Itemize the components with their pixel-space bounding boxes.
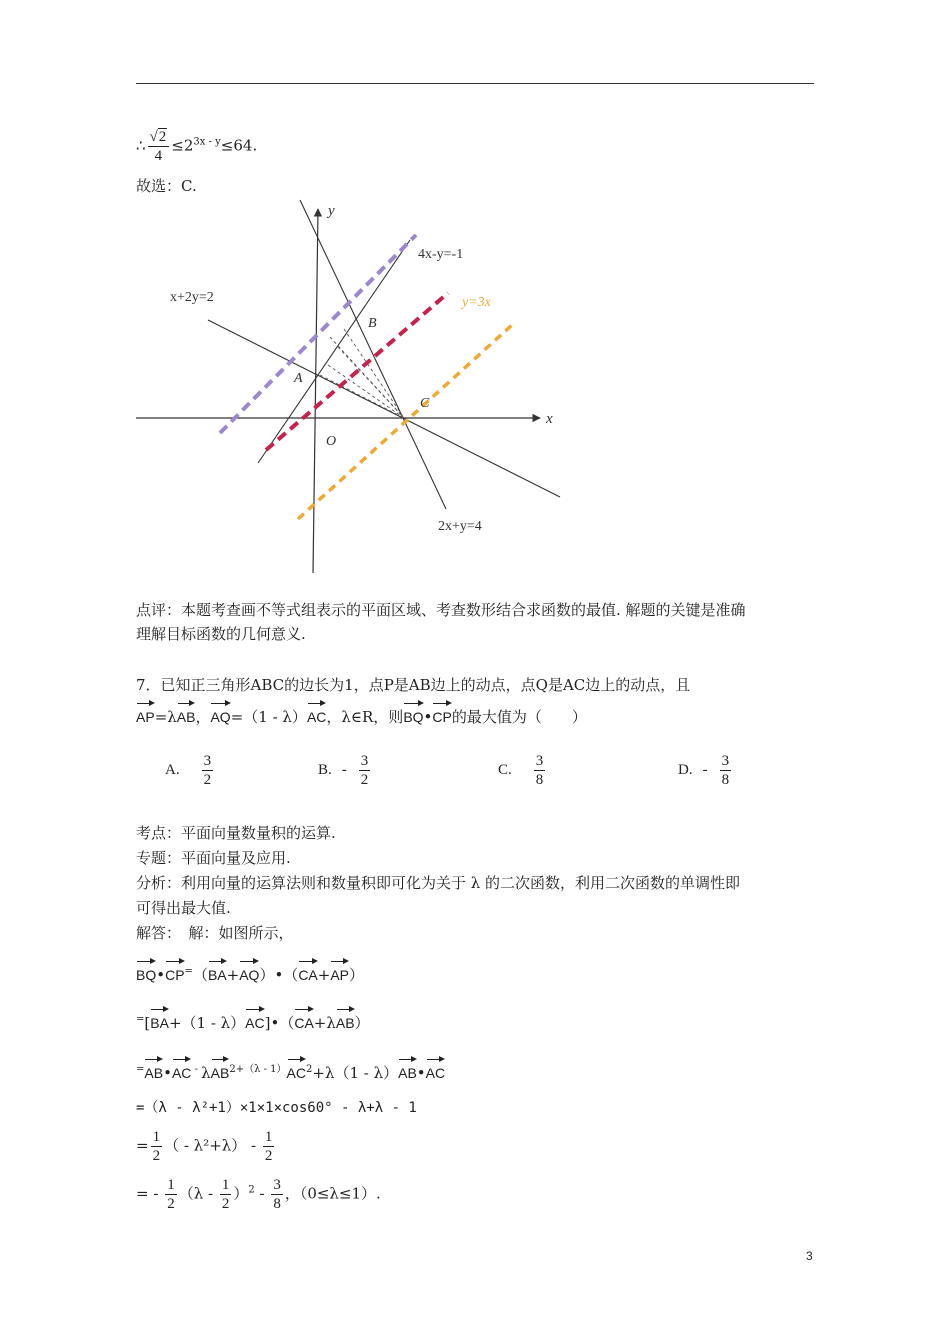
comment-line-1: 点评：本题考查画不等式组表示的平面区域、考查数形结合求函数的最值. 解题的关键是准确 bbox=[136, 601, 746, 619]
le-two: ≤2 bbox=[171, 136, 194, 155]
step-2: =[BA+（1 - λ）AC]•（CA+λAB） bbox=[136, 1006, 370, 1033]
line-4x-minus-y bbox=[258, 240, 410, 463]
answer-choices bbox=[0, 752, 950, 796]
fenxi-line-1: 分析：利用向量的运算法则和数量积即可化为关于 λ 的二次函数，利用二次函数的单调性即 bbox=[136, 874, 741, 892]
answer-choice-line: 故选：C. bbox=[136, 177, 197, 195]
label-2x-plus-y: 2x+y=4 bbox=[438, 519, 482, 534]
label-y-eq-3x: y=3x bbox=[462, 295, 491, 310]
origin-label: O bbox=[326, 434, 337, 449]
vector-ap: AP bbox=[136, 700, 155, 727]
zhuanti-line: 专题：平面向量及应用. bbox=[136, 849, 291, 867]
choice-d[interactable]: D. - $\frac{3}{8}$ bbox=[678, 753, 730, 788]
vector-ac: AC bbox=[307, 700, 326, 727]
page-number: 3 bbox=[806, 1249, 813, 1263]
step-6: = - $\frac{1}{2}$ （λ - $\frac{1}{2}$ ）$^2$ - $\frac{3}{8}$ ，（0≤λ≤1）. bbox=[136, 1177, 381, 1212]
exponent: 3x - y bbox=[193, 136, 221, 148]
step-5: = $\frac{1}{2}$ （ - λ²+λ） - $\frac{1}{2}$ bbox=[136, 1129, 273, 1164]
header-rule bbox=[136, 83, 814, 84]
orange-dashed-line bbox=[298, 325, 512, 519]
choice-b[interactable]: B. - $\frac{3}{2}$ bbox=[318, 753, 369, 788]
comment-line-2: 理解目标函数的几何意义. bbox=[136, 625, 306, 643]
inequality-line bbox=[136, 128, 257, 165]
question-7-stem: 7．已知正三角形ABC的边长为1，点P是AB边上的动点，点Q是AC边上的动点，且 bbox=[136, 676, 691, 694]
sqrt2-over-4: $\frac{√2}{4}$ bbox=[148, 128, 170, 165]
jieda-line: 解答： 解：如图所示， bbox=[136, 924, 294, 942]
vector-bq: BQ bbox=[403, 700, 423, 727]
choice-c[interactable]: C. $\frac{3}{8}$ bbox=[498, 753, 544, 788]
point-b-label: B bbox=[368, 316, 377, 331]
fenxi-line-2: 可得出最大值. bbox=[136, 899, 231, 917]
label-4x-minus-y: 4x-y=-1 bbox=[418, 247, 464, 262]
step-1: BQ•CP=（BA+AQ）•（CA+AP） bbox=[136, 958, 364, 985]
kaodian-line: 考点：平面向量数量积的运算. bbox=[136, 824, 336, 842]
y-axis bbox=[313, 209, 318, 573]
step-3: =AB•AC - $\lambda AB^{2+(\lambda - 1)}AC^2+\lambda(1$ - λ）AB•AC bbox=[136, 1056, 445, 1083]
line-x-plus-2y bbox=[208, 320, 560, 497]
point-a-label: A bbox=[294, 371, 303, 386]
y-axis-label: y bbox=[328, 203, 335, 219]
point-c-label: C bbox=[420, 396, 430, 411]
feasible-region-graph bbox=[132, 195, 572, 585]
choice-a[interactable]: A. $\frac{3}{2}$ bbox=[165, 753, 212, 788]
therefore-symbol: ∴ bbox=[136, 136, 146, 155]
label-x-plus-2y: x+2y=2 bbox=[170, 290, 214, 305]
vector-ab: AB bbox=[177, 700, 196, 727]
step-4: =（λ - λ²+1）×1×1×cos60° - λ+λ - 1 bbox=[136, 1100, 417, 1116]
question-7-condition: AP=λAB，AQ=（1 - λ）AC，λ∈R，则BQ•CP的最大值为（ ） bbox=[136, 700, 587, 727]
x-axis-label: x bbox=[546, 411, 553, 427]
vector-cp: CP bbox=[432, 700, 451, 727]
le-64: ≤64. bbox=[220, 136, 258, 155]
vector-aq: AQ bbox=[210, 700, 230, 727]
